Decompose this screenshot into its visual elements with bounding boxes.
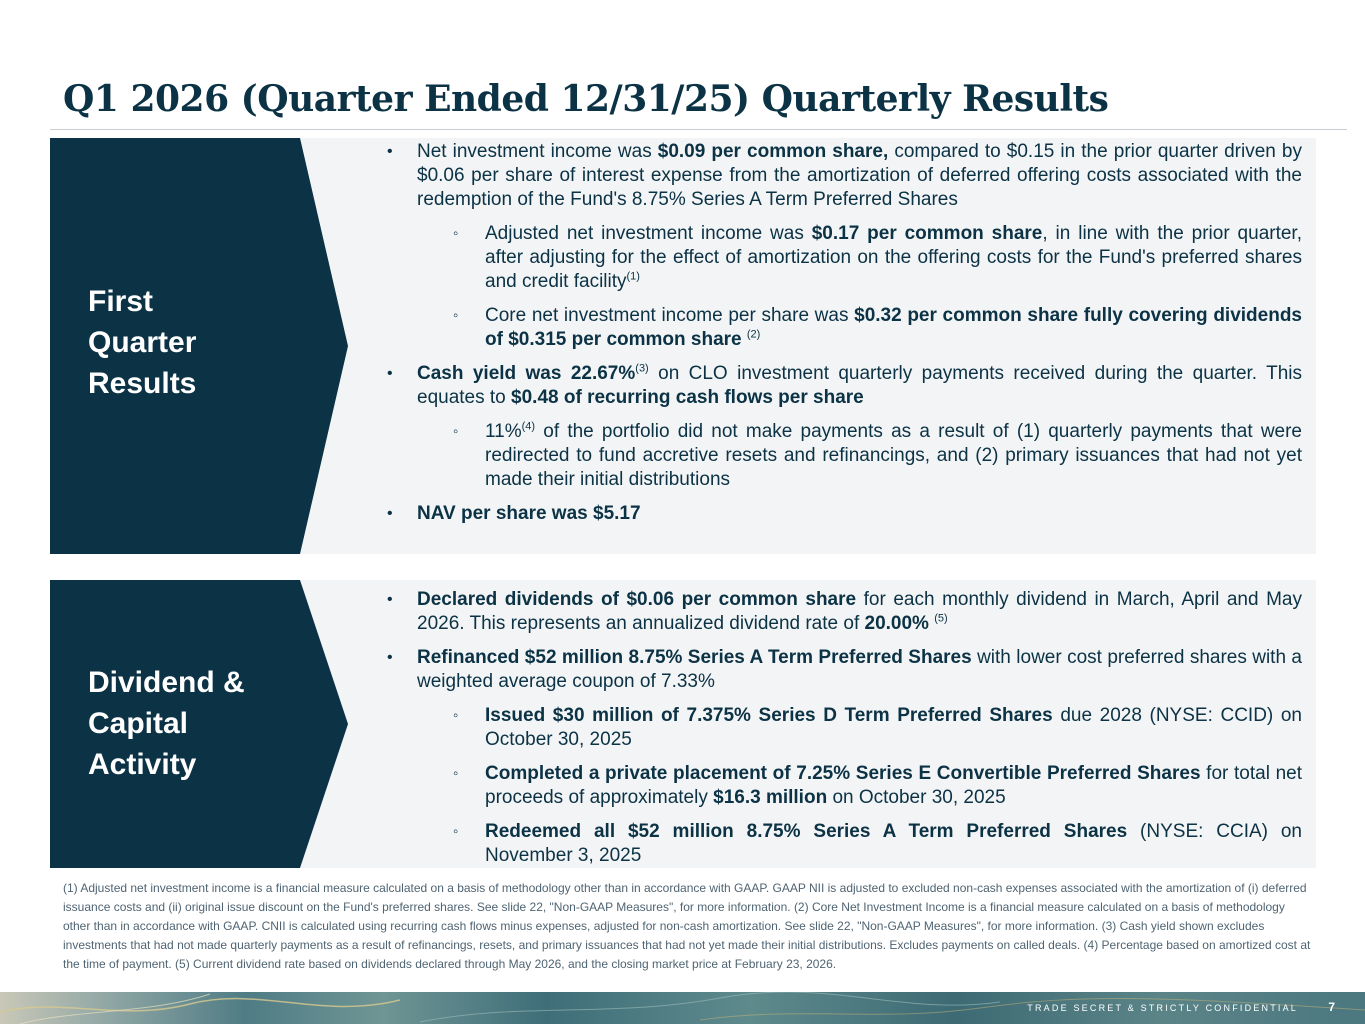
- emphasis-text: Completed a private placement of 7.25% Series E Convertible Preferred Shares: [485, 763, 1201, 784]
- hollow-bullet-icon: ◦: [453, 423, 459, 440]
- footnote-ref: (1): [626, 270, 640, 283]
- hollow-bullet-icon: ◦: [453, 307, 459, 324]
- footnote-ref: (2): [746, 328, 761, 341]
- bullet-dot-icon: •: [387, 505, 393, 522]
- hollow-bullet-icon: ◦: [453, 707, 459, 724]
- hollow-bullet-icon: ◦: [453, 823, 459, 840]
- emphasis-text: $16.3 million: [713, 787, 828, 808]
- bullet-text: for total net proceeds of approximately: [485, 763, 1302, 808]
- sub-bullet-item: [385, 420, 1302, 492]
- hollow-bullet-icon: ◦: [453, 225, 459, 242]
- section-label: [88, 662, 245, 785]
- section-label: [88, 281, 196, 404]
- emphasis-text: Declared dividends of $0.06 per common share: [417, 589, 857, 610]
- bullet-text: Net investment income was: [417, 141, 658, 162]
- bullet-item: [385, 588, 1302, 636]
- emphasis-text: $0.32 per common share fully covering dividends of $0.315 per common share: [485, 305, 1303, 350]
- bullet-text: , in line with the prior quarter, after adjusting for the effect of amortization on the offering costs for the Fund's preferred shares and credit facility: [485, 223, 1302, 292]
- emphasis-text: 20.00%: [864, 613, 929, 634]
- bullet-text: on CLO investment quarterly payments received during the quarter. This equates to: [417, 363, 1303, 408]
- section-label-line: First: [88, 285, 154, 318]
- page-number: 7: [1328, 1000, 1335, 1014]
- sub-bullet-item: [385, 820, 1302, 868]
- emphasis-text: Issued $30 million of 7.375% Series D Term Preferred Shares: [485, 705, 1053, 726]
- sub-bullet-item: [385, 762, 1302, 810]
- emphasis-text: $0.09 per common share,: [657, 141, 889, 162]
- page-title: Q1 2026 (Quarter Ended 12/31/25) Quarterly Results: [63, 78, 1109, 120]
- bullet-text: on October 30, 2025: [827, 787, 1006, 808]
- bullet-list: [385, 588, 1302, 878]
- bullet-text: Core net investment income per share was: [485, 305, 855, 326]
- bullet-text: Adjusted net investment income was: [485, 223, 812, 244]
- bullet-item: [385, 502, 1302, 526]
- bullet-item: [385, 362, 1302, 410]
- confidential-label: TRADE SECRET & STRICTLY CONFIDENTIAL: [1027, 1003, 1298, 1013]
- bullet-text: compared to $0.15 in the prior quarter driven by $0.06 per share of interest expense from the amortization of deferred offering costs associated with the redemption of the Fund's 8.75% Series A Term Preferred Shares: [417, 141, 1302, 210]
- bullet-item: [385, 646, 1302, 694]
- bullet-list: [385, 140, 1302, 536]
- emphasis-text: Cash yield was 22.67%: [417, 363, 636, 384]
- bullet-text: (NYSE: CCIA) on November 3, 2025: [485, 821, 1302, 866]
- emphasis-text: Refinanced $52 million 8.75% Series A Term Preferred Shares: [417, 647, 972, 668]
- footnote-ref: (5): [934, 612, 948, 625]
- bullet-item: [385, 140, 1302, 212]
- section-label-line: Dividend &: [88, 666, 245, 699]
- section-label-line: Activity: [88, 748, 197, 781]
- emphasis-text: $0.17 per common share: [811, 223, 1043, 244]
- bullet-text: for each monthly dividend in March, April and May 2026. This represents an annualized dividend rate of: [417, 589, 1302, 634]
- bullet-text: 11%: [485, 421, 522, 442]
- bullet-dot-icon: •: [387, 365, 393, 382]
- bullet-dot-icon: •: [387, 649, 393, 666]
- title-divider: [50, 129, 1347, 130]
- footnote-ref: (3): [635, 362, 649, 375]
- emphasis-text: Redeemed all $52 million 8.75% Series A Term Preferred Shares: [485, 821, 1128, 842]
- emphasis-text: NAV per share was $5.17: [417, 503, 641, 524]
- sub-bullet-item: [385, 304, 1302, 352]
- emphasis-text: $0.48 of recurring cash flows per share: [511, 387, 864, 408]
- bullet-text: of the portfolio did not make payments as a result of (1) quarterly payments that were redirected to fund accretive resets and refinancings, and (2) primary issuances that had not yet made their initial distributions: [485, 421, 1302, 490]
- section-label-line: Results: [88, 367, 197, 400]
- bullet-text: with lower cost preferred shares with a weighted average coupon of 7.33%: [417, 647, 1302, 692]
- sub-bullet-item: [385, 704, 1302, 752]
- section-label-line: Capital: [88, 707, 189, 740]
- footnotes: (1) Adjusted net investment income is a financial measure calculated on a basis of methodology other than in accordance with GAAP. GAAP NII is adjusted to excluded non-cash expenses associated with the amortization of (i) deferred issuance costs and (ii) original issue discount on the Fund's preferred shares. See slide 22, "Non-GAAP Measures", for more information. (2) Core Net Investment Income is a financial measure calculated on a basis of methodology other than in accordance with GAAP. CNII is calculated using recurring cash flows minus expenses, adjusted for non-cash amortization. See slide 22, "Non-GAAP Measures", for more information. (3) Cash yield shown excludes investments that had not made quarterly payments as a result of refinancings, resets, and primary issuances that had not yet made their initial distributions. Excludes payments on called deals. (4) Percentage based on amortized cost at the time of payment. (5) Current dividend rate based on dividends declared through May 2026, and the closing market price at February 23, 2026.: [63, 881, 1311, 971]
- footnote-ref: (4): [521, 420, 536, 433]
- bullet-dot-icon: •: [387, 143, 393, 160]
- hollow-bullet-icon: ◦: [453, 765, 459, 782]
- bullet-text: due 2028 (NYSE: CCID) on October 30, 2025: [485, 705, 1302, 750]
- first-quarter-results-panel: [50, 138, 1316, 554]
- section-label-line: Quarter: [88, 326, 197, 359]
- sub-bullet-item: [385, 222, 1302, 294]
- bullet-dot-icon: •: [387, 591, 393, 608]
- dividend-capital-activity-panel: [50, 580, 1316, 868]
